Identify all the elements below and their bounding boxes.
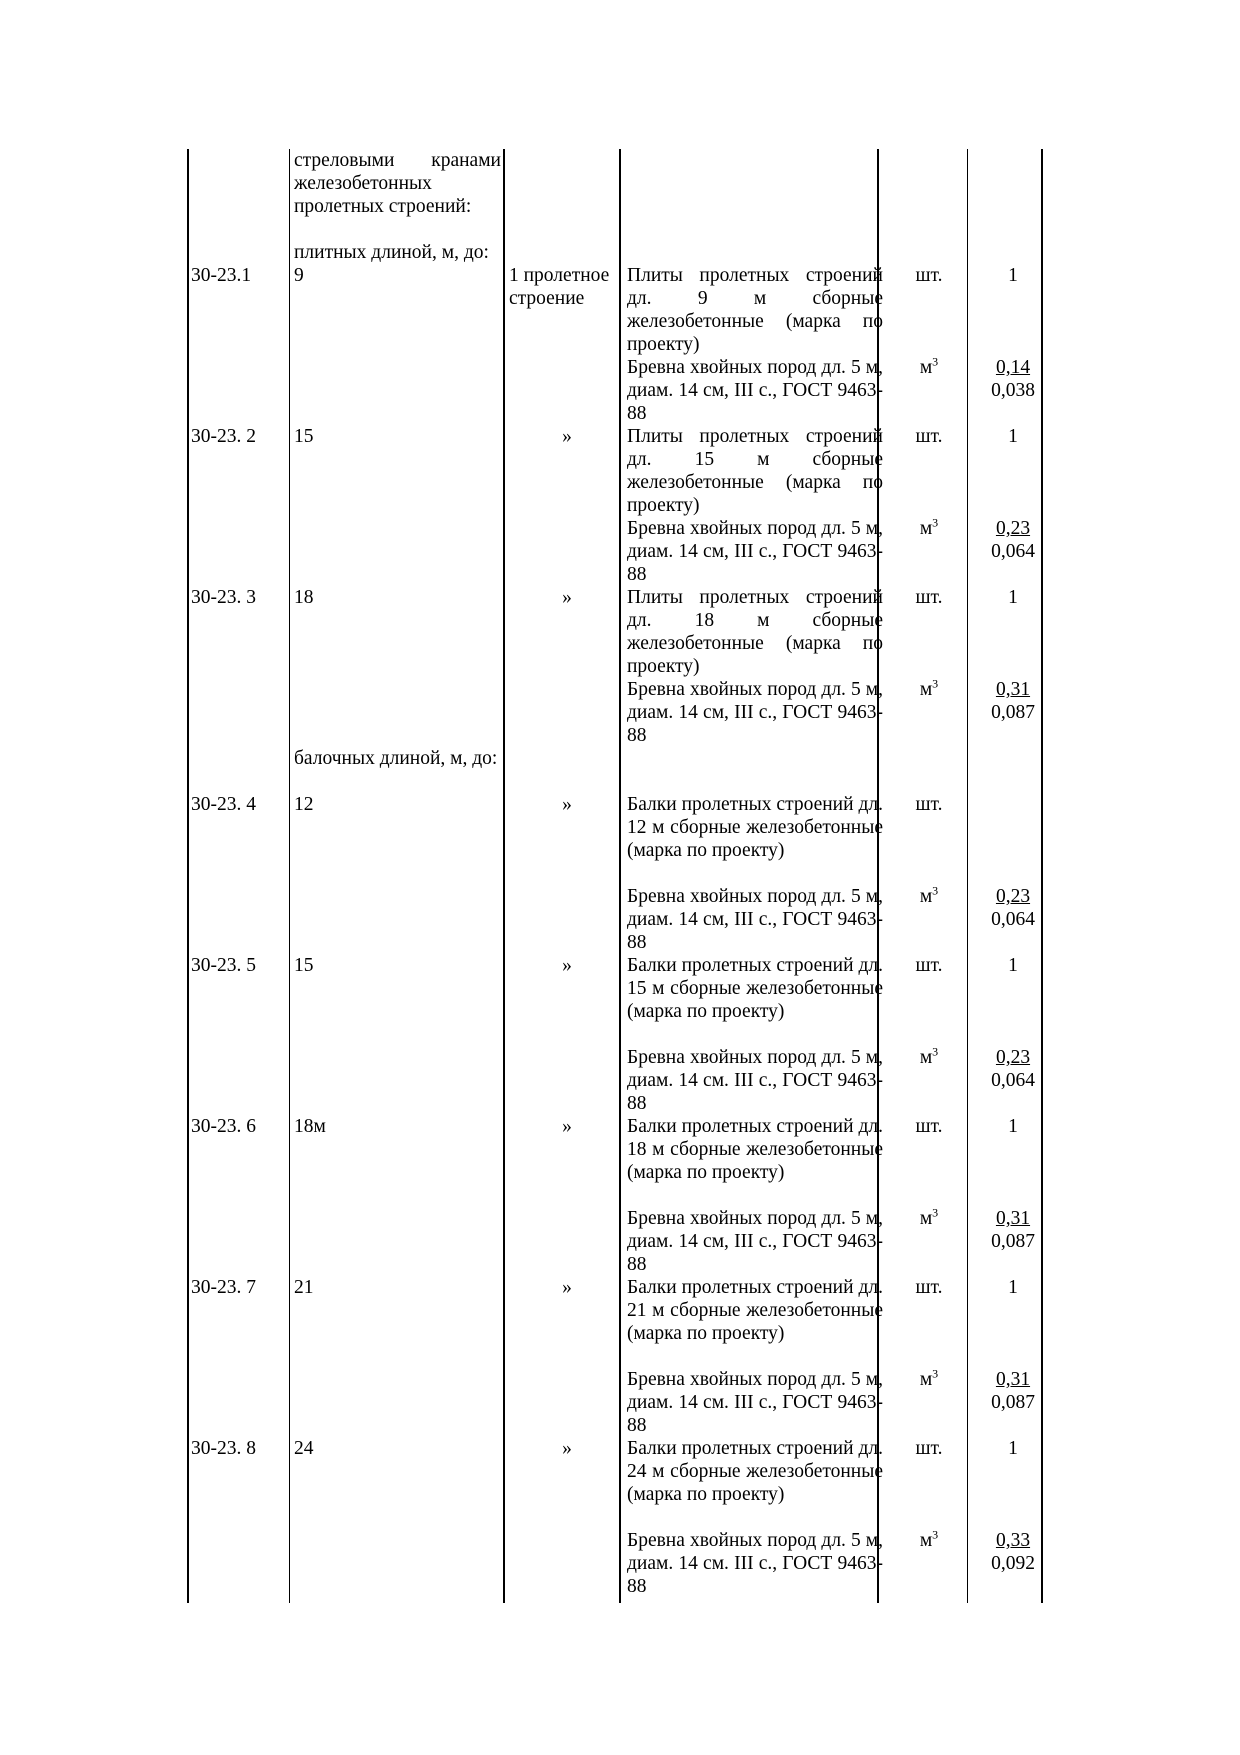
unit-cell: шт. <box>915 794 943 815</box>
unit-cell: $м^3$ <box>919 1366 939 1390</box>
column-rule <box>619 149 621 1603</box>
qty-cell: 1 <box>1008 587 1018 608</box>
material-item: Балки пролетных строений дл. 21 м сборные железобетонные (марка по проекту) <box>627 1277 883 1344</box>
qty-fraction <box>976 1046 1050 1092</box>
qty-cell: 1 <box>1008 265 1018 286</box>
qty-top: 0,23 <box>995 518 1031 539</box>
material-log: Бревна хвойных пород дл. 5 м, диам. 14 см, III с., ГОСТ 9463-88 <box>627 357 883 424</box>
unit-cell: шт. <box>915 1277 943 1298</box>
norm-code: 30-23. 8 <box>191 1438 256 1459</box>
norm-code: 30-23. 6 <box>191 1116 256 1137</box>
qty-fraction <box>976 1529 1050 1575</box>
unit-cell: шт. <box>915 426 943 447</box>
norm-code: 30-23. 7 <box>191 1277 256 1298</box>
qty-bottom: 0,087 <box>991 702 1035 723</box>
material-item: Балки пролетных строений дл. 24 м сборные железобетонные (марка по проекту) <box>627 1438 883 1505</box>
unit-cell: шт. <box>915 587 943 608</box>
norm-code: 30-23. 3 <box>191 587 256 608</box>
qty-cell: 1 <box>1008 426 1018 447</box>
qty-top: 0,31 <box>995 1208 1031 1229</box>
unit-cell: $м^3$ <box>919 1205 939 1229</box>
qty-fraction <box>976 1368 1050 1414</box>
unit-cell: $м^3$ <box>919 1044 939 1068</box>
qty-bottom: 0,087 <box>991 1392 1035 1413</box>
unit-cell: шт. <box>915 1116 943 1137</box>
meter-unit: » <box>562 426 572 447</box>
material-log: Бревна хвойных пород дл. 5 м, диам. 14 см, III с., ГОСТ 9463-88 <box>627 886 883 953</box>
material-item: Балки пролетных строений дл. 12 м сборные железобетонные (марка по проекту) <box>627 794 883 861</box>
norm-code: 30-23. 4 <box>191 794 256 815</box>
material-log: Бревна хвойных пород дл. 5 м, диам. 14 см, III с., ГОСТ 9463-88 <box>627 518 883 585</box>
qty-fraction <box>976 885 1050 931</box>
subgroup-beams: балочных длиной, м, до: <box>294 748 498 769</box>
material-log: Бревна хвойных пород дл. 5 м, диам. 14 см. III с., ГОСТ 9463-88 <box>627 1369 883 1436</box>
material-item: Плиты пролетных строений дл. 18 м сборные железобетонные (марка по проекту) <box>627 587 883 677</box>
span-length: 12 <box>294 794 314 815</box>
meter-unit: » <box>562 1277 572 1298</box>
unit-cell: $м^3$ <box>919 1527 939 1551</box>
group-title: стреловыми кранами железобетонных пролетных строений: <box>294 150 501 217</box>
qty-bottom: 0,064 <box>991 909 1035 930</box>
norm-code: 30-23. 5 <box>191 955 256 976</box>
qty-fraction <box>976 678 1050 724</box>
material-item: Плиты пролетных строений дл. 9 м сборные железобетонные (марка по проекту) <box>627 265 883 355</box>
qty-top: 0,23 <box>995 886 1031 907</box>
material-log: Бревна хвойных пород дл. 5 м, диам. 14 см. III с., ГОСТ 9463-88 <box>627 1047 883 1114</box>
qty-bottom: 0,092 <box>991 1553 1035 1574</box>
meter-unit: 1 пролетное строение <box>509 265 610 309</box>
span-length: 24 <box>294 1438 314 1459</box>
span-length: 21 <box>294 1277 314 1298</box>
norm-code: 30-23.1 <box>191 265 252 286</box>
meter-unit: » <box>562 1116 572 1137</box>
material-log: Бревна хвойных пород дл. 5 м, диам. 14 см. III с., ГОСТ 9463-88 <box>627 1530 883 1597</box>
qty-fraction <box>976 517 1050 563</box>
qty-bottom: 0,064 <box>991 541 1035 562</box>
column-rule <box>289 149 290 1603</box>
qty-bottom: 0,038 <box>991 380 1035 401</box>
span-length: 18 <box>294 587 314 608</box>
span-length: 9 <box>294 265 304 286</box>
unit-cell: $м^3$ <box>919 676 939 700</box>
span-length: 18м <box>294 1116 326 1137</box>
norm-code: 30-23. 2 <box>191 426 256 447</box>
meter-unit: » <box>562 794 572 815</box>
qty-bottom: 0,087 <box>991 1231 1035 1252</box>
meter-unit: » <box>562 587 572 608</box>
qty-cell: 1 <box>1008 1438 1018 1459</box>
qty-fraction <box>976 356 1050 402</box>
qty-top: 0,33 <box>995 1530 1031 1551</box>
unit-cell: $м^3$ <box>919 883 939 907</box>
unit-cell: $м^3$ <box>919 354 939 378</box>
qty-top: 0,14 <box>995 357 1031 378</box>
material-item: Балки пролетных строений дл. 18 м сборные железобетонные (марка по проекту) <box>627 1116 883 1183</box>
qty-top: 0,31 <box>995 1369 1031 1390</box>
subgroup-slabs: плитных длиной, м, до: <box>294 242 489 263</box>
unit-cell: $м^3$ <box>919 515 939 539</box>
qty-top: 0,23 <box>995 1047 1031 1068</box>
span-length: 15 <box>294 426 314 447</box>
qty-fraction <box>976 1207 1050 1253</box>
material-log: Бревна хвойных пород дл. 5 м, диам. 14 см, III с., ГОСТ 9463-88 <box>627 679 883 746</box>
unit-cell: шт. <box>915 265 943 286</box>
norms-table <box>187 149 1043 1603</box>
qty-top: 0,31 <box>995 679 1031 700</box>
qty-cell: 1 <box>1008 1116 1018 1137</box>
meter-unit: » <box>562 955 572 976</box>
column-rule <box>187 149 189 1603</box>
material-item: Плиты пролетных строений дл. 15 м сборные железобетонные (марка по проекту) <box>627 426 883 516</box>
unit-cell: шт. <box>915 955 943 976</box>
qty-cell: 1 <box>1008 955 1018 976</box>
column-rule <box>503 149 505 1603</box>
span-length: 15 <box>294 955 314 976</box>
material-log: Бревна хвойных пород дл. 5 м, диам. 14 см, III с., ГОСТ 9463-88 <box>627 1208 883 1275</box>
qty-cell: 1 <box>1008 1277 1018 1298</box>
meter-unit: » <box>562 1438 572 1459</box>
qty-bottom: 0,064 <box>991 1070 1035 1091</box>
unit-cell: шт. <box>915 1438 943 1459</box>
material-item: Балки пролетных строений дл. 15 м сборные железобетонные (марка по проекту) <box>627 955 883 1022</box>
